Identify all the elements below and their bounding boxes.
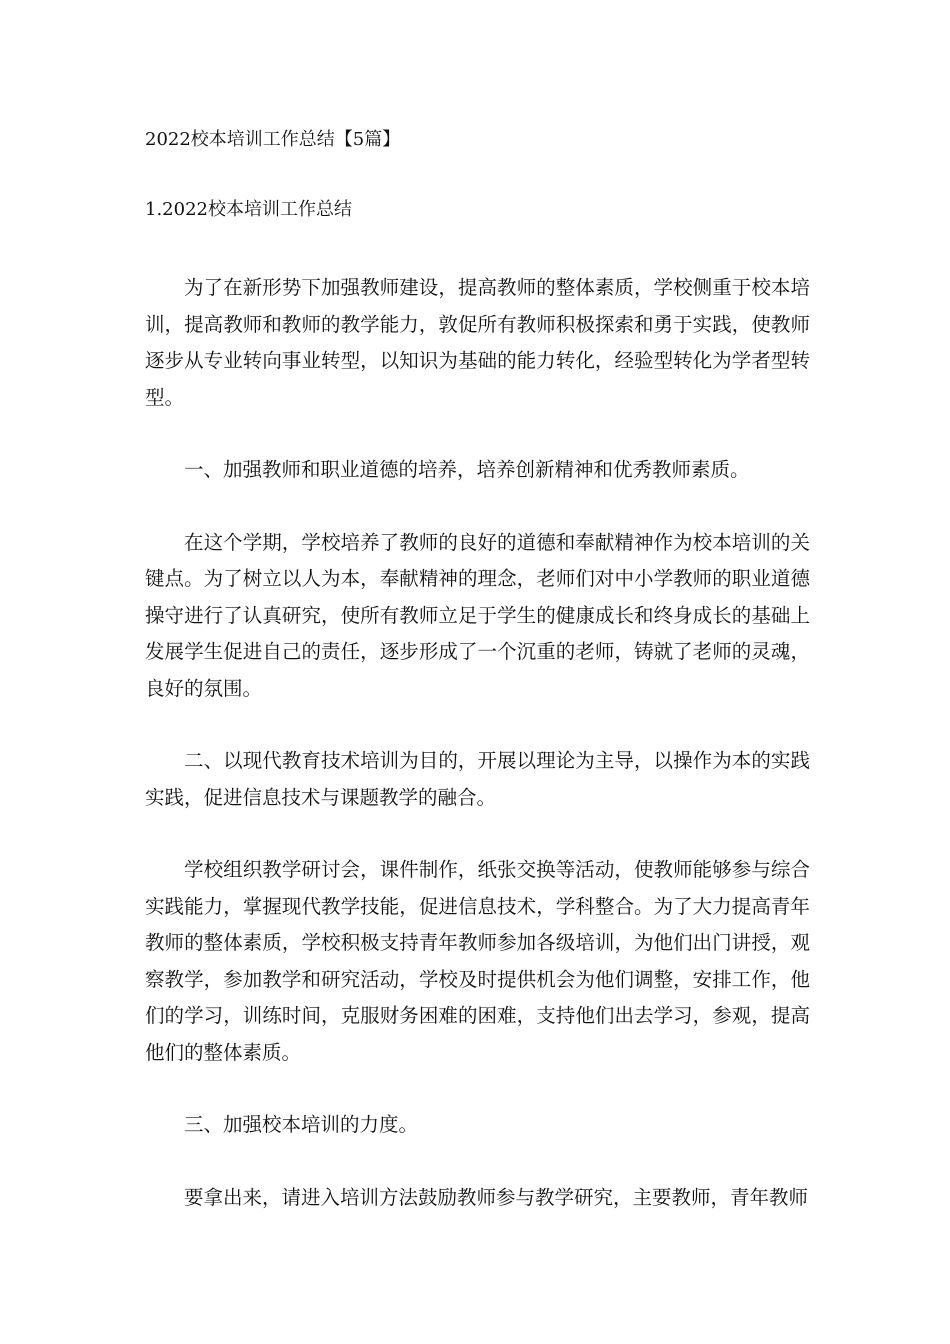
document-body: [145, 124, 810, 1252]
paragraph-body-1: 在这个学期，学校培养了教师的良好的道德和奉献精神作为校本培训的关键点。为了树立以人为本，奉献精神的理念，老师们对中小学教师的职业道德操守进行了认真研究，使所有教师立足于学生的健康成长和终身成长的基础上发展学生促进自己的责任，逐步形成了一个沉重的老师，铸就了老师的灵魂，良好的氛围。: [145, 530, 810, 700]
paragraph-body-2: 学校组织教学研讨会，课件制作，纸张交换等活动，使教师能够参与综合实践能力，掌握现代教学技能，促进信息技术，学科整合。为了大力提高青年教师的整体素质，学校积极支持青年教师参加各级培训，为他们出门讲授，观察教学，参加教学和研究活动，学校及时提供机会为他们调整，安排工作，他们的学习，训练时间，克服财务困难的困难，支持他们出去学习，参观，提高他们的整体素质。: [145, 858, 810, 1064]
paragraph-intro: 为了在新形势下加强教师建设，提高教师的整体素质，学校侧重于校本培训，提高教师和教师的教学能力，敦促所有教师积极探索和勇于实践，使教师逐步从专业转向事业转型，以知识为基础的能力转化，经验型转化为学者型转型。: [145, 276, 810, 409]
section-heading: 1.2022校本培训工作总结: [145, 199, 352, 220]
paragraph-heading-2: 二、以现代教育技术培训为目的，开展以理论为主导，以操作为本的实践实践，促进信息技术与课题教学的融合。: [145, 749, 810, 809]
paragraph-heading-3: 三、加强校本培训的力度。: [184, 1113, 419, 1136]
paragraph-heading-1: 一、加强教师和职业道德的培养，培养创新精神和优秀教师素质。: [184, 458, 750, 481]
paragraph-body-3: 要拿出来，请进入培训方法鼓励教师参与教学研究，主要教师，青年教师: [184, 1185, 809, 1209]
document-title: 2022校本培训工作总结【5篇】: [145, 129, 401, 150]
